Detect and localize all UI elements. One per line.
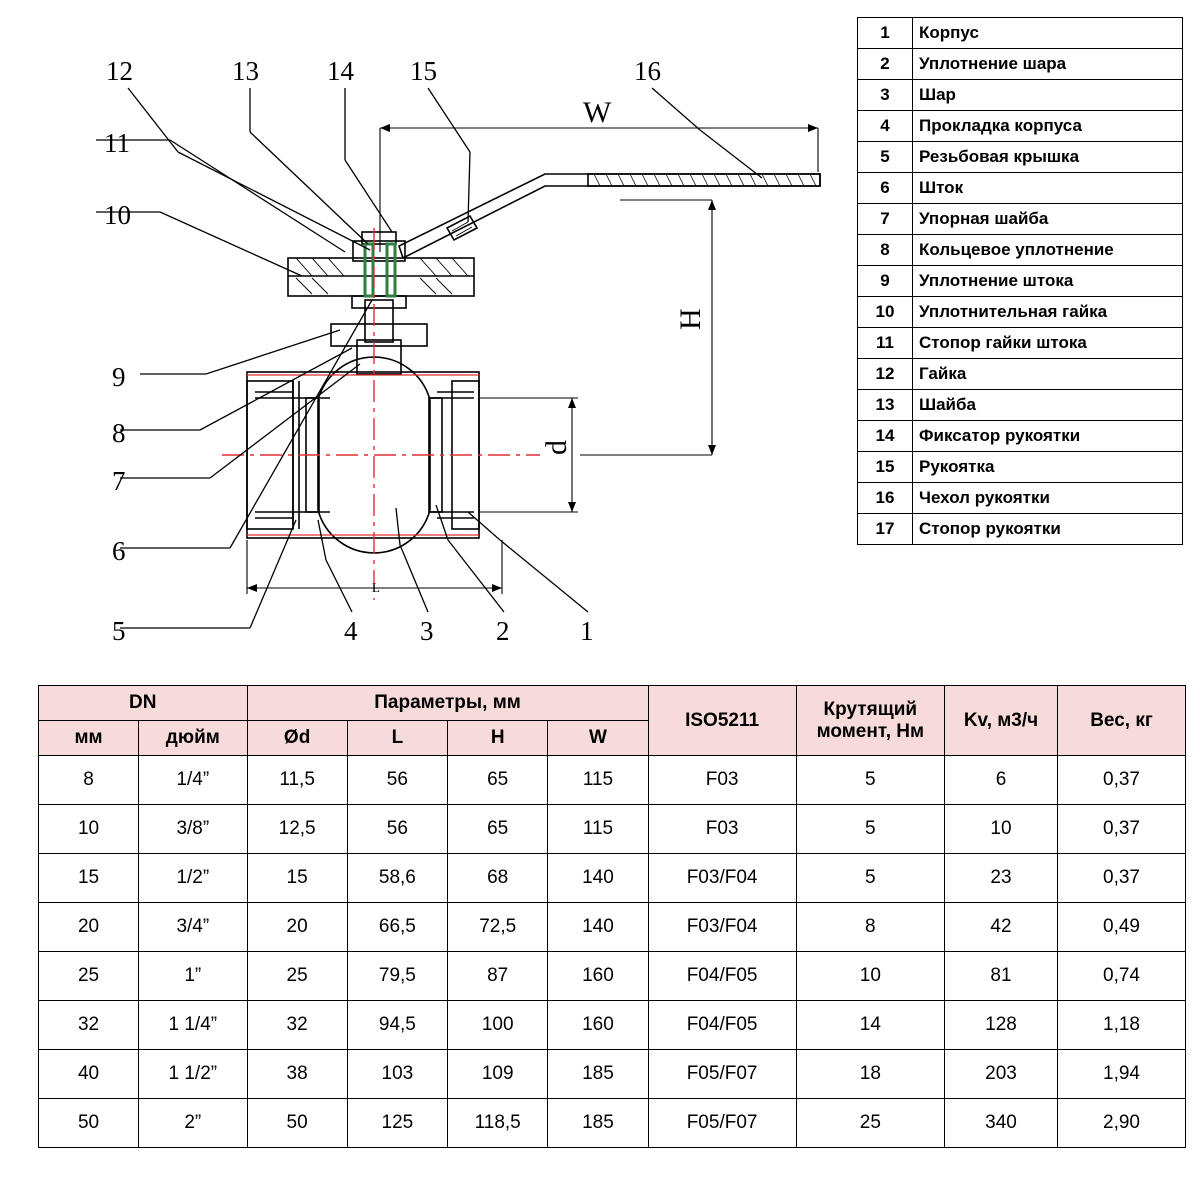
- legend-number: 4: [858, 111, 913, 142]
- legend-row: [858, 390, 1183, 421]
- table-row: [39, 903, 1186, 952]
- cell-kv: 10: [945, 805, 1058, 854]
- cell-kv: 6: [945, 756, 1058, 805]
- cell-h: 72,5: [448, 903, 548, 952]
- cell-torque: 8: [796, 903, 944, 952]
- cell-weight: 1,18: [1058, 1001, 1186, 1050]
- legend-number: 17: [858, 514, 913, 545]
- cell-w: 160: [548, 1001, 648, 1050]
- header-h: H: [448, 721, 548, 756]
- cell-w: 185: [548, 1050, 648, 1099]
- legend-number: 8: [858, 235, 913, 266]
- cell-dn-inch: 1 1/4”: [139, 1001, 247, 1050]
- valve-assembly-drawing: [0, 0, 860, 680]
- legend-label: Уплотнение шара: [913, 49, 1183, 80]
- dim-label-l: L: [372, 580, 380, 595]
- header-w: W: [548, 721, 648, 756]
- cell-h: 118,5: [448, 1099, 548, 1148]
- legend-row: [858, 452, 1183, 483]
- table-row: [39, 805, 1186, 854]
- parts-legend-table: [857, 17, 1183, 545]
- cell-h: 68: [448, 854, 548, 903]
- cell-h: 87: [448, 952, 548, 1001]
- cell-kv: 203: [945, 1050, 1058, 1099]
- cell-d: 50: [247, 1099, 347, 1148]
- legend-number: 16: [858, 483, 913, 514]
- cell-kv: 81: [945, 952, 1058, 1001]
- legend-row: [858, 514, 1183, 545]
- cell-dn-inch: 3/8”: [139, 805, 247, 854]
- legend-row: [858, 80, 1183, 111]
- cell-d: 11,5: [247, 756, 347, 805]
- cell-dn-mm: 10: [39, 805, 139, 854]
- cell-weight: 2,90: [1058, 1099, 1186, 1148]
- legend-label: Шток: [913, 173, 1183, 204]
- cell-torque: 10: [796, 952, 944, 1001]
- callout-2: 2: [496, 616, 510, 646]
- specification-table: [38, 685, 1186, 1148]
- cell-iso: F05/F07: [648, 1050, 796, 1099]
- dim-label-d: d: [540, 440, 573, 455]
- header-iso: ISO5211: [648, 686, 796, 756]
- legend-row: [858, 18, 1183, 49]
- cell-torque: 5: [796, 854, 944, 903]
- cell-w: 140: [548, 854, 648, 903]
- legend-label: Шайба: [913, 390, 1183, 421]
- callout-9: 9: [112, 362, 126, 392]
- table-row: [39, 952, 1186, 1001]
- cell-d: 15: [247, 854, 347, 903]
- legend-label: Уплотнение штока: [913, 266, 1183, 297]
- cell-iso: F03: [648, 805, 796, 854]
- cell-dn-mm: 20: [39, 903, 139, 952]
- header-d: Ød: [247, 721, 347, 756]
- cell-torque: 14: [796, 1001, 944, 1050]
- legend-row: [858, 204, 1183, 235]
- cell-d: 20: [247, 903, 347, 952]
- cell-dn-inch: 1”: [139, 952, 247, 1001]
- cell-l: 125: [347, 1099, 447, 1148]
- legend-number: 11: [858, 328, 913, 359]
- callout-7: 7: [112, 466, 126, 496]
- legend-label: Корпус: [913, 18, 1183, 49]
- cell-l: 79,5: [347, 952, 447, 1001]
- legend-number: 14: [858, 421, 913, 452]
- cell-iso: F03: [648, 756, 796, 805]
- callout-5: 5: [112, 616, 126, 646]
- callout-14: 14: [327, 56, 354, 86]
- legend-number: 6: [858, 173, 913, 204]
- header-dn-mm: мм: [39, 721, 139, 756]
- legend-row: [858, 111, 1183, 142]
- cell-d: 38: [247, 1050, 347, 1099]
- legend-row: [858, 235, 1183, 266]
- header-l: L: [347, 721, 447, 756]
- cell-d: 12,5: [247, 805, 347, 854]
- legend-row: [858, 266, 1183, 297]
- cell-kv: 340: [945, 1099, 1058, 1148]
- cell-weight: 0,49: [1058, 903, 1186, 952]
- legend-row: [858, 142, 1183, 173]
- cell-dn-inch: 1 1/2”: [139, 1050, 247, 1099]
- header-torque: Крутящий момент, Нм: [796, 686, 944, 756]
- cell-w: 115: [548, 805, 648, 854]
- legend-label: Гайка: [913, 359, 1183, 390]
- header-weight: Вес, кг: [1058, 686, 1186, 756]
- cell-weight: 1,94: [1058, 1050, 1186, 1099]
- legend-number: 10: [858, 297, 913, 328]
- header-dn: DN: [39, 686, 248, 721]
- cell-h: 109: [448, 1050, 548, 1099]
- legend-number: 3: [858, 80, 913, 111]
- cell-dn-inch: 1/2”: [139, 854, 247, 903]
- callout-10: 10: [104, 200, 131, 230]
- cell-w: 115: [548, 756, 648, 805]
- cell-d: 25: [247, 952, 347, 1001]
- cell-w: 140: [548, 903, 648, 952]
- cell-iso: F04/F05: [648, 952, 796, 1001]
- legend-row: [858, 483, 1183, 514]
- spec-header-row-1: [39, 686, 1186, 721]
- cell-iso: F04/F05: [648, 1001, 796, 1050]
- callout-11: 11: [104, 128, 130, 158]
- callout-3: 3: [420, 616, 434, 646]
- callout-12: 12: [106, 56, 133, 86]
- cell-w: 185: [548, 1099, 648, 1148]
- legend-row: [858, 49, 1183, 80]
- cell-l: 66,5: [347, 903, 447, 952]
- callout-8: 8: [112, 418, 126, 448]
- legend-label: Чехол рукоятки: [913, 483, 1183, 514]
- cell-iso: F05/F07: [648, 1099, 796, 1148]
- legend-label: Стопор гайки штока: [913, 328, 1183, 359]
- cell-dn-mm: 40: [39, 1050, 139, 1099]
- cell-torque: 25: [796, 1099, 944, 1148]
- legend-label: Шар: [913, 80, 1183, 111]
- table-row: [39, 756, 1186, 805]
- legend-row: [858, 359, 1183, 390]
- legend-number: 5: [858, 142, 913, 173]
- cell-l: 58,6: [347, 854, 447, 903]
- cell-d: 32: [247, 1001, 347, 1050]
- cell-w: 160: [548, 952, 648, 1001]
- cell-h: 65: [448, 756, 548, 805]
- legend-label: Прокладка корпуса: [913, 111, 1183, 142]
- cell-iso: F03/F04: [648, 854, 796, 903]
- legend-number: 2: [858, 49, 913, 80]
- cell-dn-mm: 8: [39, 756, 139, 805]
- legend-label: Кольцевое уплотнение: [913, 235, 1183, 266]
- cell-torque: 5: [796, 756, 944, 805]
- legend-label: Стопор рукоятки: [913, 514, 1183, 545]
- cell-weight: 0,37: [1058, 756, 1186, 805]
- legend-label: Резьбовая крышка: [913, 142, 1183, 173]
- cell-l: 94,5: [347, 1001, 447, 1050]
- legend-row: [858, 173, 1183, 204]
- cell-kv: 23: [945, 854, 1058, 903]
- table-row: [39, 1099, 1186, 1148]
- legend-number: 7: [858, 204, 913, 235]
- legend-label: Уплотнительная гайка: [913, 297, 1183, 328]
- cell-l: 56: [347, 805, 447, 854]
- cell-weight: 0,74: [1058, 952, 1186, 1001]
- cell-h: 100: [448, 1001, 548, 1050]
- table-row: [39, 854, 1186, 903]
- dim-label-h: H: [674, 308, 707, 330]
- cell-l: 56: [347, 756, 447, 805]
- cell-kv: 128: [945, 1001, 1058, 1050]
- cell-dn-mm: 50: [39, 1099, 139, 1148]
- cell-torque: 18: [796, 1050, 944, 1099]
- legend-row: [858, 297, 1183, 328]
- cell-dn-mm: 32: [39, 1001, 139, 1050]
- legend-number: 9: [858, 266, 913, 297]
- table-row: [39, 1001, 1186, 1050]
- callout-13: 13: [232, 56, 259, 86]
- cell-dn-inch: 3/4”: [139, 903, 247, 952]
- callout-6: 6: [112, 536, 126, 566]
- callout-4: 4: [344, 616, 358, 646]
- cell-weight: 0,37: [1058, 854, 1186, 903]
- legend-label: Рукоятка: [913, 452, 1183, 483]
- callout-16: 16: [634, 56, 661, 86]
- legend-label: Фиксатор рукоятки: [913, 421, 1183, 452]
- legend-number: 12: [858, 359, 913, 390]
- header-kv: Kv, м3/ч: [945, 686, 1058, 756]
- cell-h: 65: [448, 805, 548, 854]
- header-params: Параметры, мм: [247, 686, 648, 721]
- legend-number: 13: [858, 390, 913, 421]
- callout-1: 1: [580, 616, 594, 646]
- dim-label-w: W: [583, 96, 612, 129]
- callout-15: 15: [410, 56, 437, 86]
- cell-dn-mm: 25: [39, 952, 139, 1001]
- legend-number: 15: [858, 452, 913, 483]
- legend-number: 1: [858, 18, 913, 49]
- cell-dn-inch: 1/4”: [139, 756, 247, 805]
- cell-dn-inch: 2”: [139, 1099, 247, 1148]
- cell-weight: 0,37: [1058, 805, 1186, 854]
- cell-torque: 5: [796, 805, 944, 854]
- legend-row: [858, 328, 1183, 359]
- cell-iso: F03/F04: [648, 903, 796, 952]
- legend-row: [858, 421, 1183, 452]
- cell-kv: 42: [945, 903, 1058, 952]
- header-dn-inch: дюйм: [139, 721, 247, 756]
- table-row: [39, 1050, 1186, 1099]
- cell-dn-mm: 15: [39, 854, 139, 903]
- cell-l: 103: [347, 1050, 447, 1099]
- legend-label: Упорная шайба: [913, 204, 1183, 235]
